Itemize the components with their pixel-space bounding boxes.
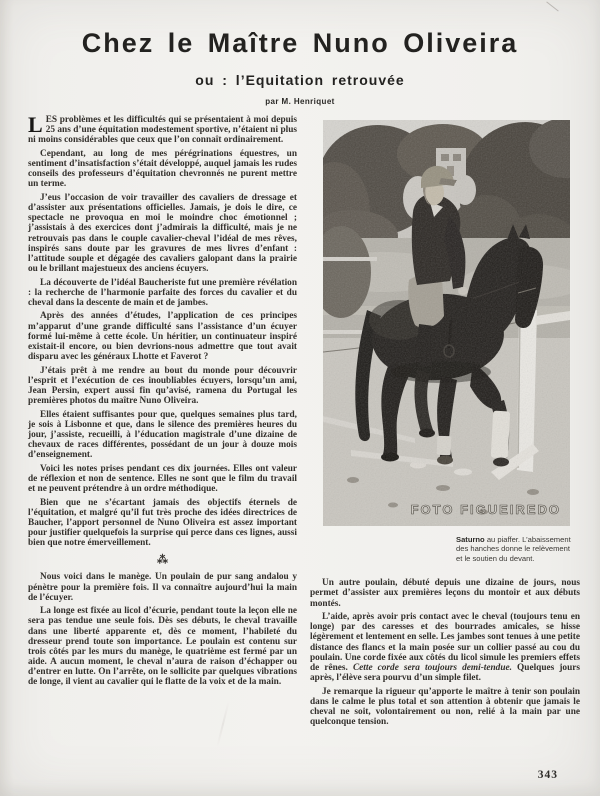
paragraph-intro — [28, 112, 297, 146]
paragraph-11: La longe est fixée au licol d’écurie, pendant toute la leçon elle ne sera pas tendue une seule fois. Dès ses débuts, le cheval travaille dans une liberté apparente et, dès ce moment, l’habileté du dresseur prend toute son importance. Le poulain est contenu sur trois côtés par les murs du manège, le quatrième est fermé par un aide. A aucun moment, le cheval n’aura de raison d’échapper ou d’entrer en lutte. On l’arrête, on le sollicite par quelques vibrations de longe, il vient au cavalier qui le flatte de la voix et de la main. — [28, 606, 297, 688]
drop-cap: L — [28, 112, 43, 137]
page-title: Chez le Maître Nuno Oliveira — [81, 28, 519, 58]
paragraph-intro-text: ES problèmes et les difficultés qui se présentaient à moi depuis 25 ans d’une équitation modestement sportive, n’étaient ni plus ni moins considérables que ceux que l’on connaît ordinairement. — [28, 115, 297, 146]
article-subtitle: ou : l’Equitation retrouvée — [195, 72, 405, 88]
article-byline: par M. Henriquet — [265, 97, 335, 106]
paper-crease — [216, 700, 230, 747]
horse-photo-illustration — [323, 120, 570, 526]
paragraph-6: J’étais prêt à me rendre au bout du monde pour découvrir l’esprit et l’exécution de ces inoubliables écuyers, lorsqu’un ami, Jean Persin, expert aussi fin qu’avisé, ramena du Portugal les premières photos du maître Nuno Oliveira. — [28, 365, 297, 407]
page-number: 343 — [537, 769, 558, 781]
paragraph-3: J’eus l’occasion de voir travailler des cavaliers de dressage et d’assister aux présentations officielles. Jamais, je dois le dire, ce spectacle ne provoqua en moi le moindre choc émotionnel ; j’assistais à des exercices dont j’admirais la difficulté, mais je ne retrouvais pas dans le couple cavalier-cheval l’idéal de mes rêves, inspirés sans doute par les gravures de mes livres d’enfant : l’attitude souple et dégagée des cavaliers galopant dans la prairie ou le brillant majestueux des anciens écuyers. — [28, 192, 297, 274]
article-header — [0, 28, 600, 106]
paragraph-10: Nous voici dans le manège. Un poulain de pur sang andalou y pénètre pour la première fois. Il va connaître aujourd’hui la main de l’écuyer. — [28, 572, 297, 603]
asterism-ornament: ⁂ — [157, 554, 168, 567]
paragraph-5: Après des années d’études, l’application de ces principes m’apparut d’une grande difficulté sans l’assistance d’un écuyer formé lui-même à cette école. Un héritier, un continuateur inspiré existait-il encore, ou bien devrions-nous admettre que tout avait disparu avec les généraux Lhotte et Faverot ? — [28, 311, 297, 362]
paragraph-2: Cependant, au long de mes pérégrinations équestres, un sentiment d’insatisfaction s’était développé, auquel jamais les rudes conseils des professeurs d’équitation chevronnés ne purent mettre un terme. — [28, 148, 297, 190]
paragraph-4: La découverte de l’idéal Baucheriste fut une première révélation : la recherche de l’harmonie parfaite des forces du cavalier et du cheval dans la descente de main et de jambes. — [28, 277, 297, 308]
caption-horse-name: Saturno — [456, 535, 485, 544]
photo-watermark: FOTO FIGUEIREDO — [410, 502, 561, 517]
paragraph-12: Un autre poulain, débuté depuis une dizaine de jours, nous permet d’assister aux premières leçons du montoir et aux débuts montés. — [310, 578, 580, 609]
paragraph-13-italic: Cette corde sera toujours demi-tendue. — [352, 662, 512, 673]
paragraph-8: Voici les notes prises pendant ces dix journées. Elles ont valeur de réflexion et non de sentence. Elles ne sont que le film du travail et ne peuvent prétendre à un ordre méthodique. — [28, 463, 297, 495]
right-column — [310, 120, 580, 731]
right-column-text — [310, 578, 580, 727]
photo-caption — [456, 535, 578, 563]
scan-scratch-mark — [546, 1, 558, 11]
paragraph-13-post: Quelques jours après, l’élève sera pourvu d’un simple filet. — [310, 662, 580, 684]
horse-photo — [323, 120, 570, 526]
paragraph-9: Bien que ne s’écartant jamais des objectifs éternels de l’équitation, et malgré qu’il fut très proche des idées directrices de Baucher, l’apport personnel de Nuno Oliveira est assez important pour justifier quelquefois la surprise qui perce dans ces lignes, aussi bien que notre émerveillement. — [28, 497, 297, 549]
paragraph-13 — [310, 612, 580, 683]
paragraph-14: Je remarque la rigueur qu’apporte le maître à tenir son poulain dans le calme le plus total et son attention à obtenir que jamais le cheval ne soit, volontairement ou non, relié à la main par une quelconque tension. — [310, 686, 580, 728]
photo-grain — [323, 120, 570, 526]
left-column — [28, 112, 297, 691]
paragraph-7: Elles étaient suffisantes pour que, quelques semaines plus tard, je sois à Lisbonne et que, dans le silence des premières heures du jour, j’assiste, recueilli, à l’éducation magistrale d’une dizaine de chevaux de races différentes, possédant de un jour à douze mois d’enseignement. — [28, 409, 297, 461]
caption-text: au piaffer. L’abaissement des hanches donne le relèvement et le soutien du devant. — [456, 535, 571, 563]
paragraph-13-pre: L’aide, après avoir pris contact avec le cheval (toujours tenu en longe) par des caresses et des bourrades amicales, se hisse légèrement et lentement en selle. Les jambes sont tenues à une petite distance des flancs et la main posée sur un collier passé au cou du poulain. Une corde fixée aux côtés du licol simule les premiers effets de rênes. — [310, 612, 580, 673]
